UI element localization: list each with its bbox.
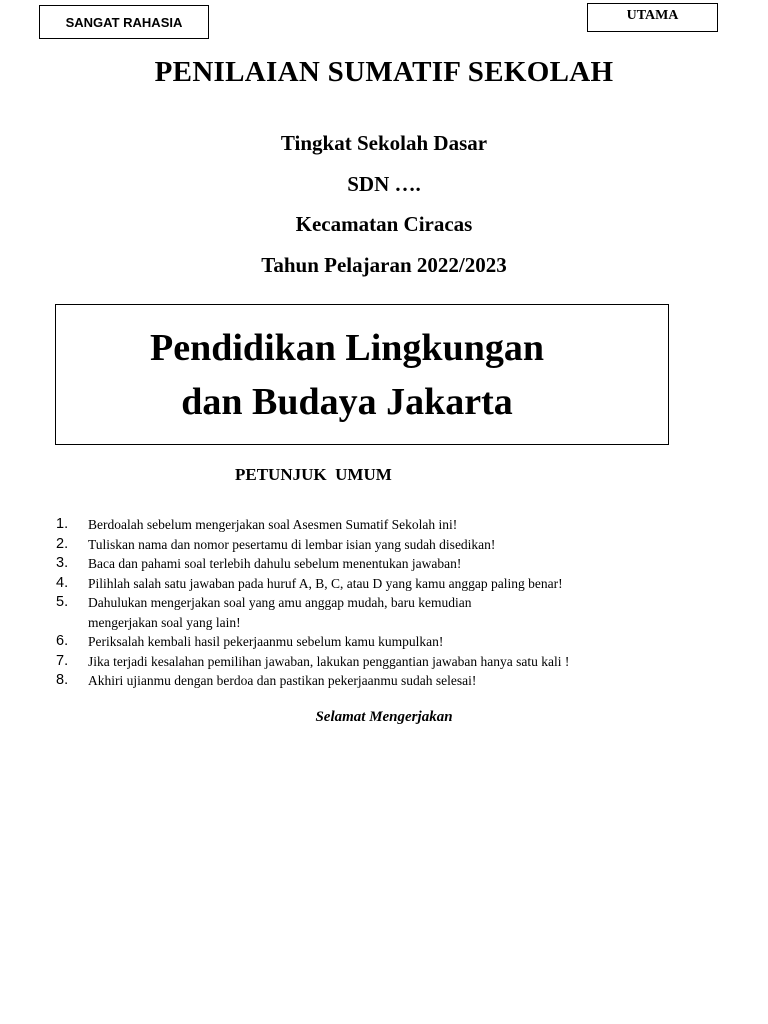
item-text: Jika terjadi kesalahan pemilihan jawaban, lakukan penggantian jawaban hanya satu kali ! <box>88 653 570 669</box>
list-item <box>56 554 736 574</box>
list-item <box>56 515 736 535</box>
subject-box <box>55 304 669 445</box>
list-item <box>56 671 736 691</box>
item-text: Akhiri ujianmu dengan berdoa dan pastikan pekerjaanmu sudah selesai! <box>88 673 477 688</box>
list-item <box>56 535 736 555</box>
district-name: Kecamatan Ciracas <box>295 212 473 236</box>
item-number: 2. <box>56 535 69 552</box>
item-text: Periksalah kembali hasil pekerjaanmu sebelum kamu kumpulkan! <box>88 634 444 649</box>
item-number: 5. <box>56 594 69 610</box>
list-item <box>56 593 736 632</box>
item-number: 8. <box>56 672 69 688</box>
item-number: 6. <box>56 633 69 649</box>
instructions-heading: PETUNJUK UMUM <box>235 465 392 484</box>
instructions-list <box>56 515 736 691</box>
school-level: Tingkat Sekolah Dasar <box>280 131 488 155</box>
item-text: Tuliskan nama dan nomor pesertamu di lembar isian yang sudah disedikan! <box>88 536 496 552</box>
item-number: 4. <box>56 574 69 591</box>
item-number: 3. <box>56 555 69 571</box>
list-item <box>56 574 736 594</box>
academic-year: Tahun Pelajaran 2022/2023 <box>261 253 507 277</box>
version-label: UTAMA <box>587 3 718 32</box>
subject-line-1: Pendidikan Lingkungan <box>150 326 544 369</box>
subject-line-2: dan Budaya Jakarta <box>181 380 513 423</box>
item-text: Baca dan pahami soal terlebih dahulu sebelum menentukan jawaban! <box>88 556 462 571</box>
item-number: 1. <box>56 516 69 532</box>
closing-message: Selamat Mengerjakan <box>315 709 453 725</box>
list-item <box>56 652 736 672</box>
item-number: 7. <box>56 652 69 669</box>
list-item <box>56 632 736 652</box>
exam-title: PENILAIAN SUMATIF SEKOLAH <box>154 56 614 88</box>
item-text: Berdoalah sebelum mengerjakan soal Asesmen Sumatif Sekolah ini! <box>88 517 458 532</box>
classification-label: SANGAT RAHASIA <box>39 5 209 39</box>
school-name: SDN …. <box>347 172 421 196</box>
item-text: Pilihlah salah satu jawaban pada huruf A, B, C, atau D yang kamu anggap paling benar! <box>88 575 563 591</box>
item-text: Dahulukan mengerjakan soal yang amu anggap mudah, baru kemudian mengerjakan soal yang lain! <box>88 595 472 630</box>
